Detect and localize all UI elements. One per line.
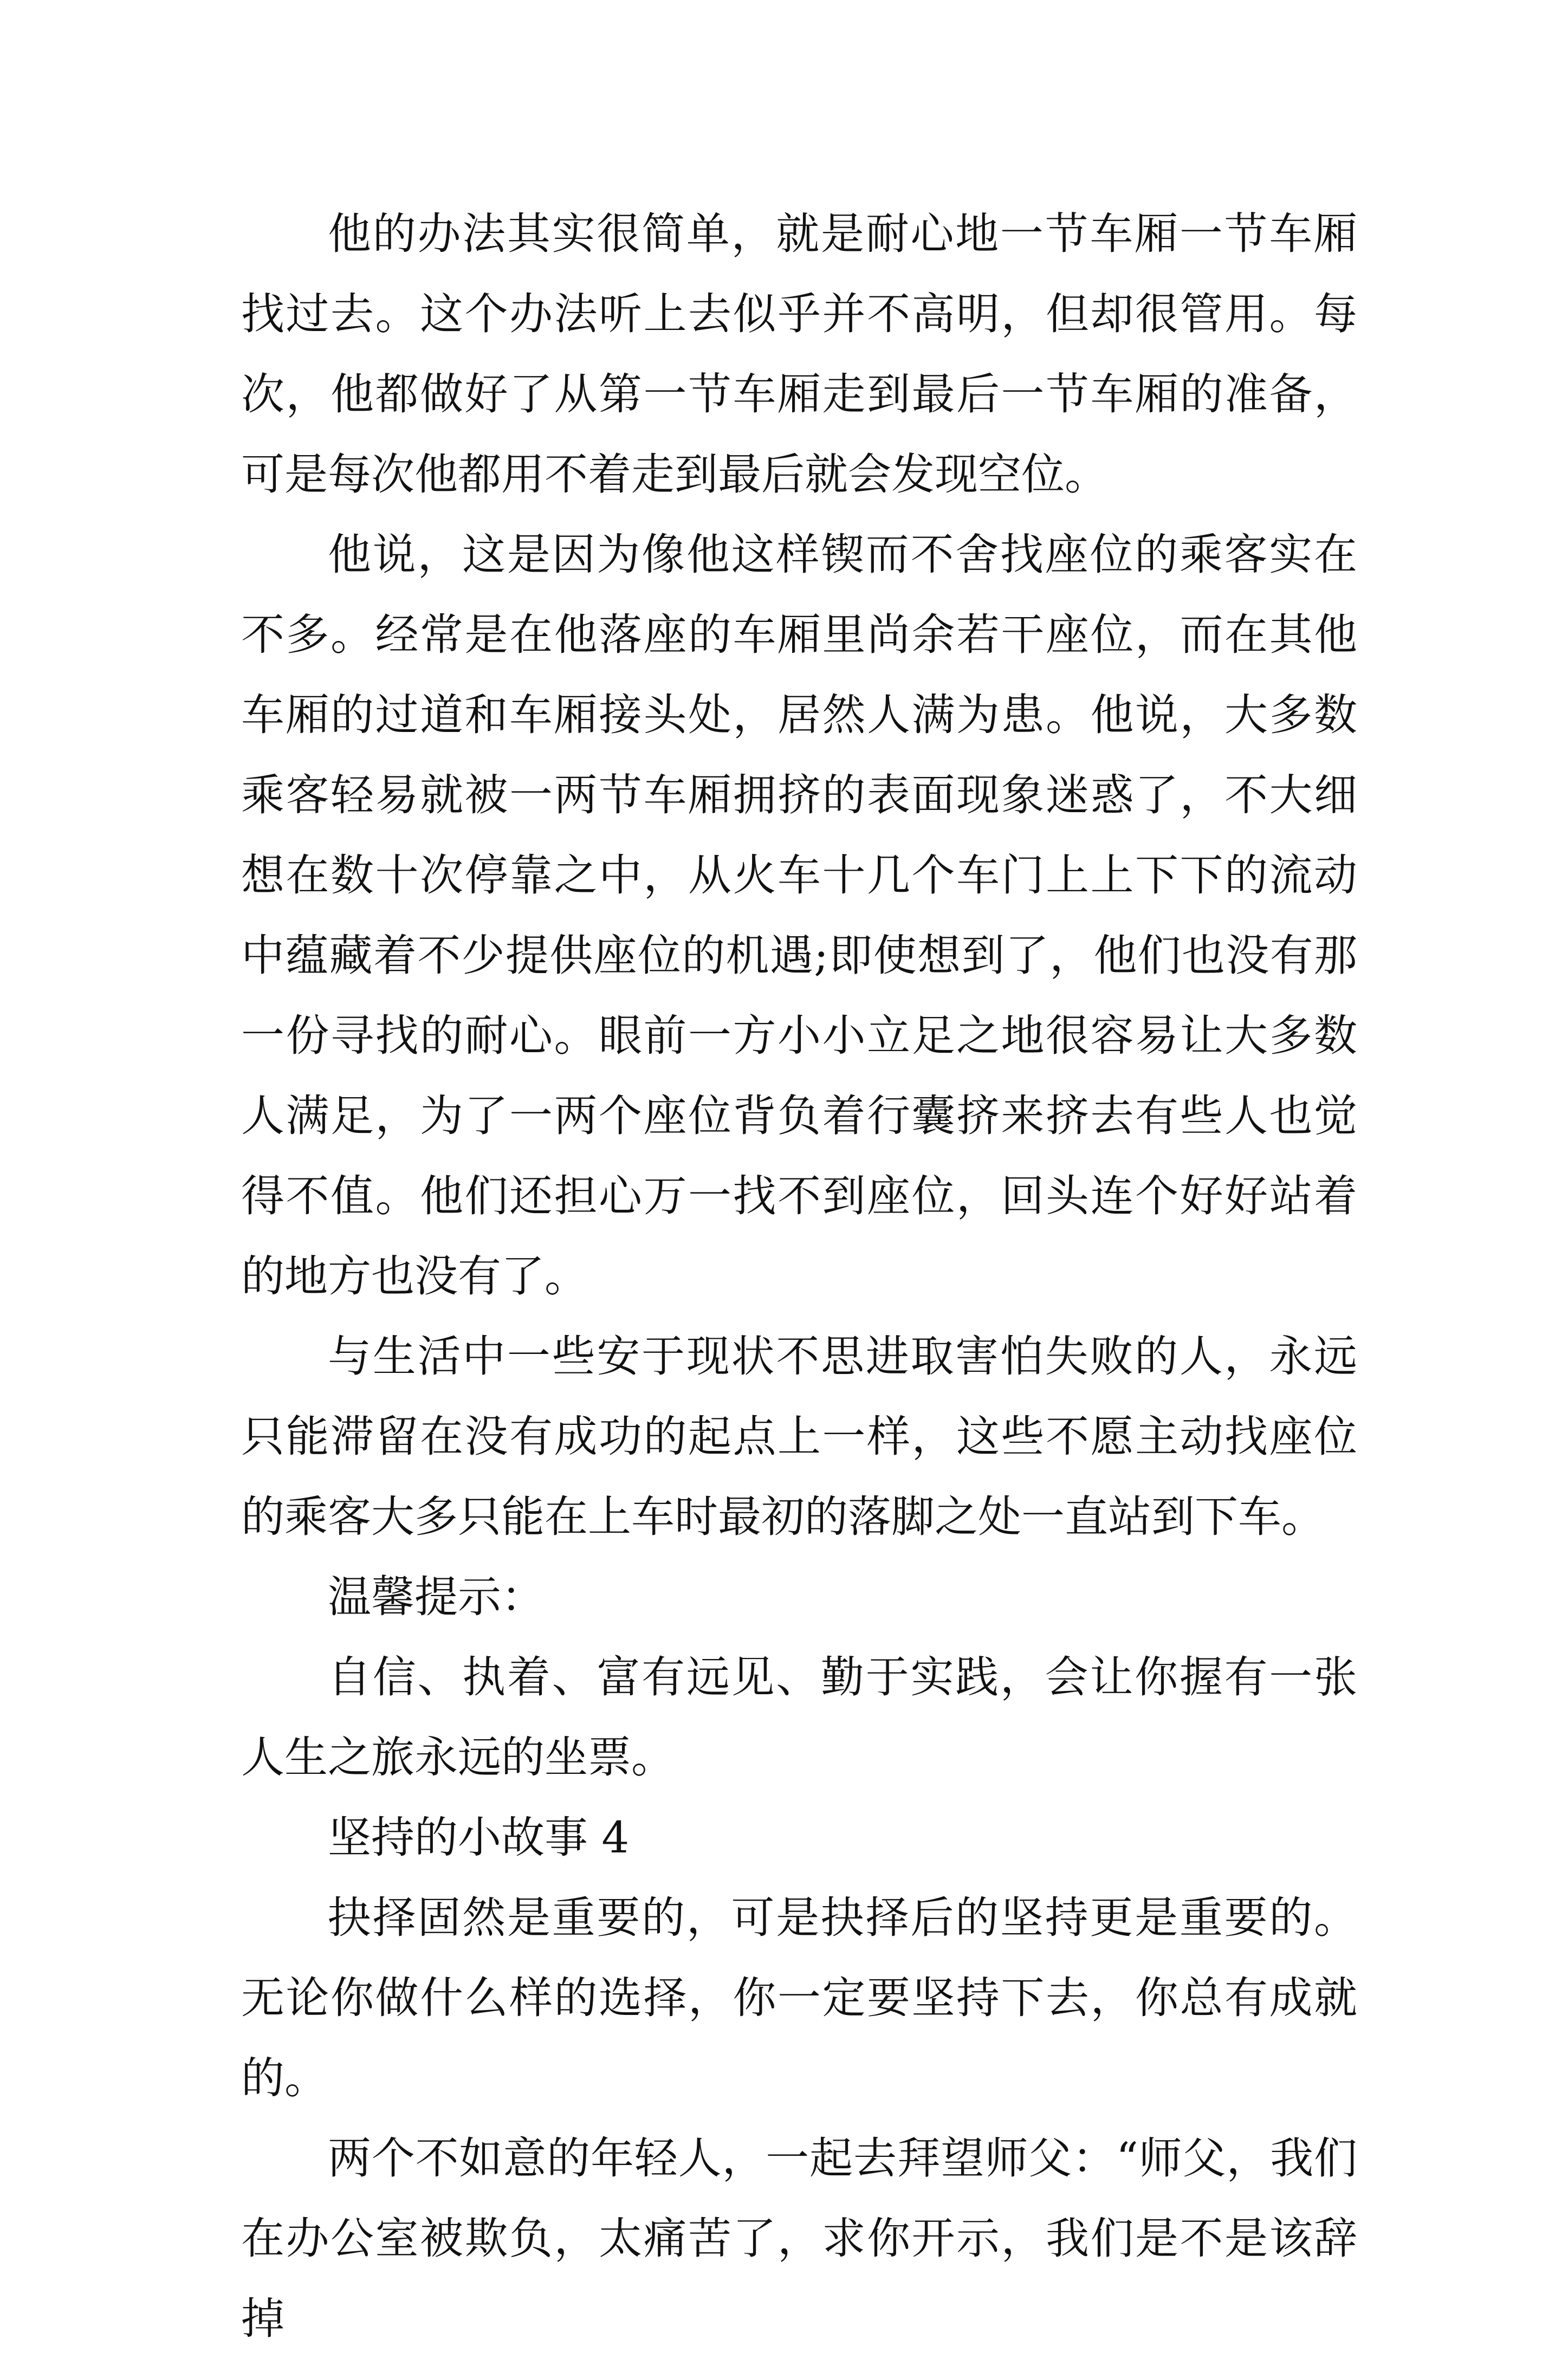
document-body: [241, 194, 1357, 2359]
paragraph-1: 他的办法其实很简单，就是耐心地一节车厢一节车厢找过去。这个办法听上去似乎并不高明，但却很管用。每次，他都做好了从第一节车厢走到最后一节车厢的准备，可是每次他都用不着走到最后就会发现空位。: [241, 209, 1357, 500]
paragraph-5: 两个不如意的年轻人，一起去拜望师父：“师父，我们在办公室被欺负，太痛苦了，求你开示，我们是不是该辞掉: [241, 2133, 1357, 2344]
paragraph-4: 抉择固然是重要的，可是抉择后的坚持更是重要的。无论你做什么样的选择，你一定要坚持下去，你总有成就的。: [241, 1893, 1357, 2103]
paragraph-2: 他说，这是因为像他这样锲而不舍找座位的乘客实在不多。经常是在他落座的车厢里尚余若干座位，而在其他车厢的过道和车厢接头处，居然人满为患。他说，大多数乘客轻易就被一两节车厢拥挤的表面现象迷惑了，不大细想在数十次停靠之中，从火车十几个车门上上下下的流动中蕴藏着不少提供座位的机遇;即使想到了，他们也没有那一份寻找的耐心。眼前一方小小立足之地很容易让大多数人满足，为了一两个座位背负着行囊挤来挤去有些人也觉得不值。他们还担心万一找不到座位，回头连个好好站着的地方也没有了。: [241, 529, 1357, 1301]
paragraph-3: 与生活中一些安于现状不思进取害怕失败的人，永远只能滞留在没有成功的起点上一样，这些不愿主动找座位的乘客大多只能在上车时最初的落脚之处一直站到下车。: [241, 1331, 1357, 1542]
section-heading: 坚持的小故事 4: [328, 1812, 630, 1863]
tip-heading: 温馨提示：: [328, 1572, 545, 1622]
tip-text: 自信、执着、富有远见、勤于实践，会让你握有一张人生之旅永远的坐票。: [241, 1652, 1357, 1783]
